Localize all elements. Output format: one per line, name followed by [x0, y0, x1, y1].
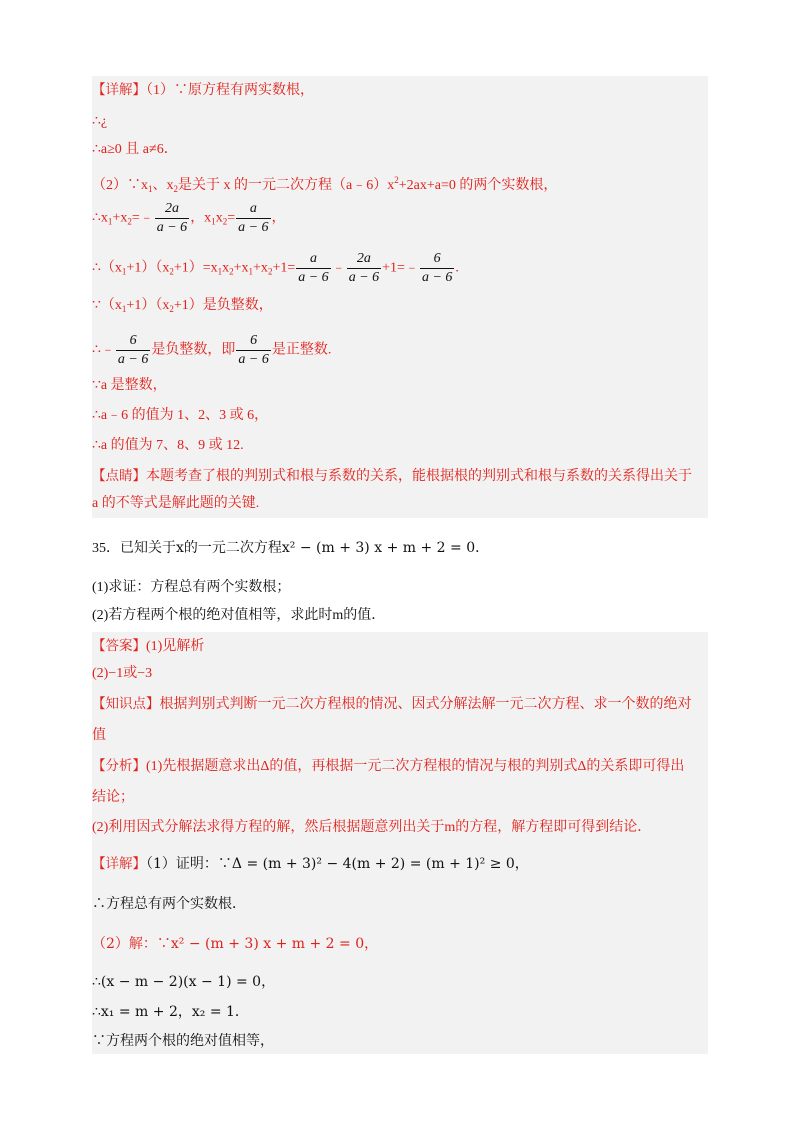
fraction-6-over-a-6: $\frac{6}{a - 6}$	[421, 251, 453, 285]
fraction-a-over-a-6: $\frac{a}{a - 6}$	[298, 251, 329, 285]
detail-line-11: ∴a 的值为 7、8、9 或 12.	[92, 438, 244, 453]
fraction-6-over-a-6: $\frac{6}{a - 6}$	[238, 333, 269, 367]
detail-line-6: $\therefore(x_1+1)(x_2+1)=x_1x_2+x_1+x_2+1=$ $\frac{a}{a - 6}$ ﹣ $\frac{2a}{a - 6}$ +1=﹣ $\frac{6}{a - 6}$ .	[92, 251, 459, 285]
detail-line-4: $(2)\because x_1$、$x_2$是关于 x 的一元二次方程$(a﹣6)x^2+2ax+a=0$ 的两个实数根，	[92, 175, 558, 194]
fraction-6-over-a-6: $\frac{6}{a - 6}$	[117, 333, 149, 367]
knowledge-tag: 【知识点】	[92, 696, 160, 712]
detail2-line-1: 【详解】（1）证明：∵Δ = (m + 3)² − 4(m + 2) = (m + 1)² ≥ 0，	[92, 856, 529, 872]
detail-line-10: ∴a﹣6 的值为 1、2、3 或 6，	[92, 408, 269, 423]
question-35-part-2: (2)若方程两个根的绝对值相等，求此时m的值．	[92, 608, 386, 623]
answer-line-2: (2)−1或−3	[92, 666, 153, 681]
fraction-a-over-a-6: $\frac{a}{a - 6}$	[238, 201, 269, 235]
fraction-2a-over-a-6: $\frac{2a}{a - 6}$	[156, 201, 188, 235]
detail-tag: 【详解】	[92, 856, 146, 872]
knowledge-line-1: 【知识点】根据判别式判断一元二次方程根的情况、因式分解法解一元二次方程、求一个数的绝对	[92, 696, 692, 712]
comment-tag: 【点睛】	[92, 468, 146, 484]
comment-line-1: 【点睛】本题考查了根的判别式和根与系数的关系，能根据根的判别式和根与系数的关系得出关于	[92, 468, 692, 484]
detail2-line-3: （2）解：∵x² − (m + 3) x + m + 2 = 0，	[92, 936, 379, 952]
detail-line-9: ∵a 是整数，	[92, 378, 167, 393]
question-35-stem: 35．已知关于x的一元二次方程x² − (m + 3) x + m + 2 = 0．	[92, 540, 490, 556]
question-35-part-1: (1)求证：方程总有两个实数根；	[92, 580, 291, 595]
knowledge-line-2: 值	[92, 728, 106, 743]
detail-line-7: $\because(x_1+1)(x_2+1)$是负整数，	[92, 298, 273, 314]
detail-line-3: ∴a≥0 且 a≠6．	[92, 142, 178, 157]
comment-line-2: a 的不等式是解此题的关键.	[92, 496, 260, 511]
answer-line-1: 【答案】(1)见解析	[92, 638, 205, 654]
detail-line-1: 【详解】（1）∵原方程有两实数根，	[92, 82, 314, 98]
detail-line-5: $\therefore x_1+x_2=﹣$ $\frac{2a}{a - 6}$ ，$x_1x_2=$ $\frac{a}{a - 6}$ ，	[92, 201, 286, 235]
detail2-line-6: ∵方程两个根的绝对值相等，	[92, 1034, 274, 1049]
detail2-line-2: ∴方程总有两个实数根．	[92, 896, 246, 912]
detail-tag: 【详解】	[92, 82, 146, 98]
analysis-line-3: (2)利用因式分解法求得方程的解，然后根据题意列出关于m的方程，解方程即可得到结论．	[92, 820, 652, 835]
answer-tag: 【答案】	[92, 638, 146, 654]
detail2-line-4: ∴(x − m − 2)(x − 1) = 0，	[92, 974, 276, 990]
detail-line-8: ∴﹣ $\frac{6}{a - 6}$ 是负整数，即 $\frac{6}{a - 6}$ 是正整数.	[92, 333, 332, 367]
detail-line-2: ∴¿	[92, 114, 108, 129]
analysis-tag: 【分析】	[92, 758, 146, 774]
detail2-line-5: ∴x₁ = m + 2，x₂ = 1．	[92, 1004, 249, 1020]
fraction-2a-over-a-6: $\frac{2a}{a - 6}$	[348, 251, 380, 285]
analysis-line-2: 结论；	[92, 790, 134, 805]
analysis-line-1: 【分析】(1)先根据题意求出Δ的值，再根据一元二次方程根的情况与根的判别式Δ的关系即可得出	[92, 758, 685, 774]
